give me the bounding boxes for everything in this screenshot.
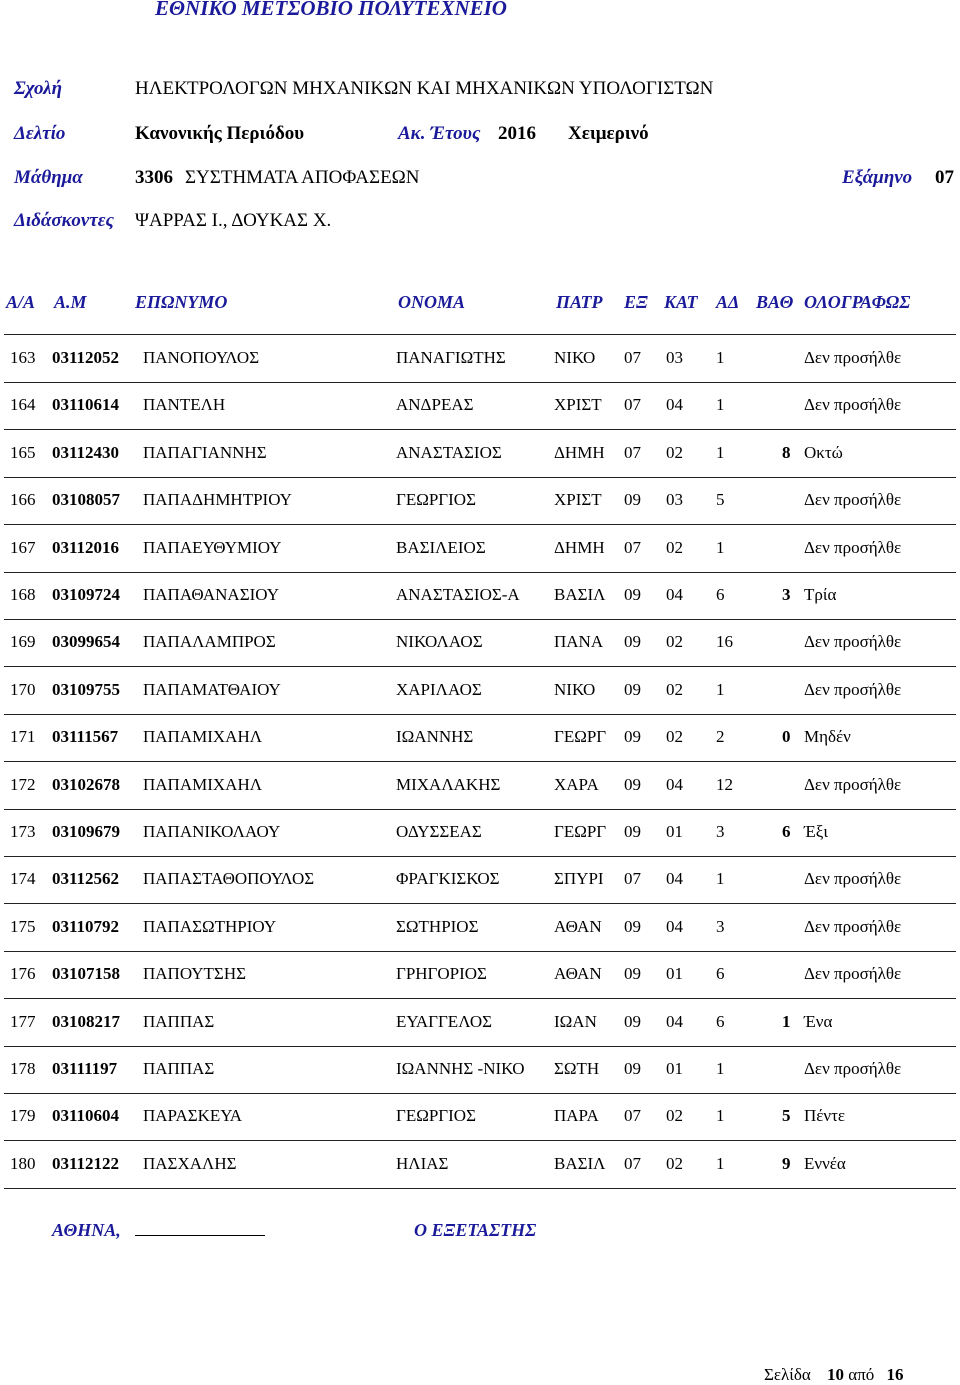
row-kat: 02 xyxy=(666,537,683,557)
row-ad: 16 xyxy=(716,632,733,652)
col-header-ad: ΑΔ xyxy=(716,292,740,312)
row-ex: 09 xyxy=(624,774,641,794)
row-aa: 178 xyxy=(10,1059,36,1078)
row-words: Δεν προσήλθε xyxy=(804,916,902,936)
row-name: ΠΑΝΑΓΙΩΤΗΣ xyxy=(396,348,506,367)
row-aa: 176 xyxy=(10,964,36,984)
row-aa: 168 xyxy=(10,585,36,604)
row-ex: 07 xyxy=(624,537,641,557)
row-ex: 07 xyxy=(624,1106,641,1126)
row-grade: 9 xyxy=(782,1153,791,1173)
row-surname: ΠΑΠΠΑΣ xyxy=(143,1011,215,1031)
row-am: 03102678 xyxy=(52,774,120,794)
row-ex: 07 xyxy=(624,1153,641,1173)
row-kat: 04 xyxy=(666,869,683,889)
row-divider xyxy=(4,382,956,383)
course-label: Μάθημα xyxy=(14,167,83,188)
row-name: ΝΙΚΟΛΑΟΣ xyxy=(396,632,483,652)
row-surname: ΠΑΠΟΥΤΣΗΣ xyxy=(143,964,246,984)
row-kat: 01 xyxy=(666,1059,683,1078)
row-am: 03111567 xyxy=(52,727,119,747)
row-aa: 163 xyxy=(10,348,36,367)
row-aa: 175 xyxy=(10,916,36,936)
row-ad: 1 xyxy=(716,1059,725,1078)
row-ad: 1 xyxy=(716,1153,725,1173)
row-patr: ΧΡΙΣΤ xyxy=(554,490,602,510)
row-words: Δεν προσήλθε xyxy=(804,964,902,984)
row-words: Μηδέν xyxy=(804,727,851,747)
row-am: 03112016 xyxy=(52,537,120,557)
row-am: 03099654 xyxy=(52,632,120,652)
row-kat: 02 xyxy=(666,727,683,747)
row-words: Δεν προσήλθε xyxy=(804,490,902,510)
row-name: ΑΝΑΣΤΑΣΙΟΣ-Α xyxy=(396,585,520,604)
instructors-value: ΨΑΡΡΑΣ Ι., ΔΟΥΚΑΣ Χ. xyxy=(135,210,332,231)
row-kat: 02 xyxy=(666,632,683,652)
school-value: ΗΛΕΚΤΡΟΛΟΓΩΝ ΜΗΧΑΝΙΚΩΝ ΚΑΙ ΜΗΧΑΝΙΚΩΝ ΥΠΟΛΟΓΙΣΤΩΝ xyxy=(135,78,714,99)
row-name: ΧΑΡΙΛΑΟΣ xyxy=(396,679,482,699)
row-kat: 03 xyxy=(666,348,683,367)
bulletin-value: Κανονικής Περιόδου xyxy=(135,123,305,144)
row-words: Δεν προσήλθε xyxy=(804,395,902,415)
row-name: ΟΔΥΣΣΕΑΣ xyxy=(396,822,482,841)
row-patr: ΒΑΣΙΛ xyxy=(554,1153,606,1173)
row-name: ΙΩΑΝΝΗΣ -ΝΙΚΟ xyxy=(396,1059,525,1078)
page-total: 16 xyxy=(886,1365,904,1384)
row-am: 03110604 xyxy=(52,1106,120,1126)
row-surname: ΠΑΠΑΜΑΤΘΑΙΟΥ xyxy=(143,679,281,699)
term-value: Χειμερινό xyxy=(568,123,649,144)
row-surname: ΠΑΠΑΔΗΜΗΤΡΙΟΥ xyxy=(143,490,292,510)
row-words: Έξι xyxy=(804,822,828,841)
row-am: 03108057 xyxy=(52,490,120,510)
row-ex: 07 xyxy=(624,442,641,462)
row-aa: 173 xyxy=(10,822,36,841)
row-am: 03111197 xyxy=(52,1059,118,1078)
row-patr: ΣΠΥΡΙ xyxy=(554,869,604,889)
row-name: ΓΡΗΓΟΡΙΟΣ xyxy=(396,964,487,984)
row-ad: 1 xyxy=(716,348,725,367)
row-patr: ΝΙΚΟ xyxy=(554,679,596,699)
col-header-am: Α.Μ xyxy=(54,292,87,312)
row-divider xyxy=(4,998,956,999)
row-am: 03110792 xyxy=(52,916,120,936)
row-aa: 179 xyxy=(10,1106,36,1126)
row-surname: ΠΑΠΑΛΑΜΠΡΟΣ xyxy=(143,632,276,652)
school-label: Σχολή xyxy=(14,78,63,99)
row-patr: ΠΑΝΑ xyxy=(554,632,604,652)
row-surname: ΠΑΠΑΘΑΝΑΣΙΟΥ xyxy=(143,585,279,604)
row-ex: 09 xyxy=(624,585,641,604)
row-am: 03112122 xyxy=(52,1153,120,1173)
academic-year-value: 2016 xyxy=(498,123,536,144)
row-surname: ΠΑΣΧΑΛΗΣ xyxy=(143,1153,237,1173)
row-surname: ΠΑΠΑΕΥΘΥΜΙΟΥ xyxy=(143,537,282,557)
row-kat: 02 xyxy=(666,442,683,462)
row-ad: 1 xyxy=(716,869,725,889)
row-surname: ΠΑΠΑΜΙΧΑΗΛ xyxy=(143,774,263,794)
row-ad: 1 xyxy=(716,395,725,415)
row-divider xyxy=(4,666,956,667)
row-kat: 01 xyxy=(666,964,683,984)
row-surname: ΠΑΝΟΠΟΥΛΟΣ xyxy=(143,348,260,367)
row-aa: 165 xyxy=(10,442,36,462)
row-kat: 02 xyxy=(666,1106,683,1126)
row-ad: 1 xyxy=(716,679,725,699)
row-divider xyxy=(4,1188,956,1189)
header-divider xyxy=(4,334,956,335)
row-name: ΒΑΣΙΛΕΙΟΣ xyxy=(396,537,486,557)
row-am: 03110614 xyxy=(52,395,120,415)
instructors-label: Διδάσκοντες xyxy=(14,210,115,231)
bulletin-label: Δελτίο xyxy=(14,123,66,144)
row-kat: 04 xyxy=(666,585,683,604)
row-patr: ΔΗΜΗ xyxy=(554,442,605,462)
row-kat: 04 xyxy=(666,395,683,415)
row-divider xyxy=(4,1140,956,1141)
institution-title: ΕΘΝΙΚΟ ΜΕΤΣΟΒΙΟ ΠΟΛΥΤΕΧΝΕΙΟ xyxy=(155,0,507,20)
row-divider xyxy=(4,429,956,430)
row-surname: ΠΑΠΑΣΤΑΘΟΠΟΥΛΟΣ xyxy=(143,869,315,889)
row-kat: 04 xyxy=(666,916,683,936)
row-divider xyxy=(4,856,956,857)
row-words: Δεν προσήλθε xyxy=(804,679,902,699)
row-surname: ΠΑΠΑΝΙΚΟΛΑΟΥ xyxy=(143,822,281,841)
row-ad: 5 xyxy=(716,490,725,510)
row-ad: 6 xyxy=(716,964,725,984)
footer-place xyxy=(52,1220,265,1241)
row-aa: 170 xyxy=(10,679,36,699)
row-ex: 09 xyxy=(624,1011,641,1031)
row-kat: 02 xyxy=(666,679,683,699)
row-kat: 03 xyxy=(666,490,683,510)
row-divider xyxy=(4,714,956,715)
row-ad: 1 xyxy=(716,1106,725,1126)
row-ad: 1 xyxy=(716,537,725,557)
row-ex: 09 xyxy=(624,679,641,699)
row-divider xyxy=(4,619,956,620)
col-header-bath: ΒΑΘ xyxy=(756,292,794,312)
row-ad: 3 xyxy=(716,916,725,936)
row-patr: ΙΩΑΝ xyxy=(554,1011,597,1031)
row-words: Δεν προσήλθε xyxy=(804,348,902,367)
row-am: 03109755 xyxy=(52,679,120,699)
row-patr: ΠΑΡΑ xyxy=(554,1106,599,1126)
row-divider xyxy=(4,903,956,904)
row-divider xyxy=(4,572,956,573)
row-kat: 04 xyxy=(666,774,683,794)
semester-label: Εξάμηνο xyxy=(842,167,913,188)
row-ad: 1 xyxy=(716,442,725,462)
row-name: ΑΝΔΡΕΑΣ xyxy=(396,395,474,415)
row-surname: ΠΑΝΤΕΛΗ xyxy=(143,395,226,415)
row-name: ΗΛΙΑΣ xyxy=(396,1153,449,1173)
row-am: 03109724 xyxy=(52,585,120,604)
row-ex: 09 xyxy=(624,1059,641,1078)
row-divider xyxy=(4,951,956,952)
row-patr: ΒΑΣΙΛ xyxy=(554,585,606,604)
row-aa: 180 xyxy=(10,1153,36,1173)
row-kat: 04 xyxy=(666,1011,683,1031)
row-name: ΜΙΧΑΛΑΚΗΣ xyxy=(396,774,501,794)
col-header-name: ΟΝΟΜΑ xyxy=(398,292,466,312)
row-words: Εννέα xyxy=(804,1153,846,1173)
row-patr: ΑΘΑΝ xyxy=(554,916,602,936)
row-aa: 172 xyxy=(10,774,36,794)
semester-value: 07 xyxy=(935,167,954,188)
row-name: ΓΕΩΡΓΙΟΣ xyxy=(396,1106,476,1126)
row-patr: ΝΙΚΟ xyxy=(554,348,596,367)
row-divider xyxy=(4,1093,956,1094)
row-aa: 171 xyxy=(10,727,36,747)
row-ex: 09 xyxy=(624,916,641,936)
row-words: Δεν προσήλθε xyxy=(804,774,902,794)
row-words: Δεν προσήλθε xyxy=(804,869,902,889)
row-words: Δεν προσήλθε xyxy=(804,537,902,557)
row-kat: 02 xyxy=(666,1153,683,1173)
row-aa: 164 xyxy=(10,395,36,415)
row-am: 03107158 xyxy=(52,964,120,984)
row-aa: 167 xyxy=(10,537,36,557)
academic-year-label: Ακ. Έτους xyxy=(398,123,481,144)
row-patr: ΓΕΩΡΓ xyxy=(554,727,607,747)
row-patr: ΧΡΙΣΤ xyxy=(554,395,602,415)
row-patr: ΣΩΤΗ xyxy=(554,1059,600,1078)
row-am: 03112052 xyxy=(52,348,120,367)
row-grade: 8 xyxy=(782,442,791,462)
row-ad: 6 xyxy=(716,585,725,604)
row-surname: ΠΑΠΑΜΙΧΑΗΛ xyxy=(143,727,263,747)
row-divider xyxy=(4,809,956,810)
row-patr: ΔΗΜΗ xyxy=(554,537,605,557)
page-of-label: από xyxy=(848,1365,875,1384)
row-am: 03109679 xyxy=(52,822,120,841)
col-header-kat: ΚΑΤ xyxy=(664,292,698,312)
row-divider xyxy=(4,477,956,478)
row-am: 03108217 xyxy=(52,1011,120,1031)
row-words: Πέντε xyxy=(804,1106,846,1126)
row-name: ΦΡΑΓΚΙΣΚΟΣ xyxy=(396,869,500,889)
row-grade: 1 xyxy=(782,1011,791,1031)
row-ex: 07 xyxy=(624,348,641,367)
row-am: 03112430 xyxy=(52,442,120,462)
place-label: ΑΘΗΝΑ, xyxy=(52,1220,121,1240)
row-grade: 3 xyxy=(782,585,791,604)
row-divider xyxy=(4,524,956,525)
row-divider xyxy=(4,761,956,762)
row-divider xyxy=(4,1046,956,1047)
col-header-surname: ΕΠΩΝΥΜΟ xyxy=(135,292,228,312)
row-words: Δεν προσήλθε xyxy=(804,632,902,652)
row-ex: 09 xyxy=(624,632,641,652)
row-name: ΙΩΑΝΝΗΣ xyxy=(396,727,474,747)
examiner-label: Ο ΕΞΕΤΑΣΤΗΣ xyxy=(414,1220,537,1240)
course-name: ΣΥΣΤΗΜΑΤΑ ΑΠΟΦΑΣΕΩΝ xyxy=(185,167,420,188)
row-am: 03112562 xyxy=(52,869,120,889)
row-ex: 09 xyxy=(624,964,641,984)
row-aa: 177 xyxy=(10,1011,36,1031)
row-patr: ΓΕΩΡΓ xyxy=(554,822,607,841)
row-aa: 166 xyxy=(10,490,36,510)
row-ad: 12 xyxy=(716,774,733,794)
row-aa: 174 xyxy=(10,869,36,889)
course-code: 3306 xyxy=(135,167,173,188)
row-grade: 5 xyxy=(782,1106,791,1126)
row-ad: 2 xyxy=(716,727,725,747)
row-kat: 01 xyxy=(666,822,683,841)
row-words: Τρία xyxy=(804,585,837,604)
row-ex: 07 xyxy=(624,869,641,889)
row-ex: 09 xyxy=(624,490,641,510)
row-name: ΕΥΑΓΓΕΛΟΣ xyxy=(396,1011,492,1031)
row-ex: 09 xyxy=(624,727,641,747)
row-name: ΓΕΩΡΓΙΟΣ xyxy=(396,490,476,510)
col-header-patr: ΠΑΤΡ xyxy=(556,292,603,312)
date-blank-line xyxy=(135,1221,265,1236)
col-header-words: ΟΛΟΓΡΑΦΩΣ xyxy=(804,292,911,312)
page-label: Σελίδα xyxy=(764,1365,811,1384)
row-ad: 6 xyxy=(716,1011,725,1031)
page-current: 10 xyxy=(827,1365,845,1384)
row-words: Ένα xyxy=(804,1011,833,1031)
row-ex: 07 xyxy=(624,395,641,415)
row-words: Οκτώ xyxy=(804,442,843,462)
row-surname: ΠΑΠΑΣΩΤΗΡΙΟΥ xyxy=(143,916,277,936)
row-patr: ΧΑΡΑ xyxy=(554,774,599,794)
row-ad: 3 xyxy=(716,822,725,841)
row-patr: ΑΘΑΝ xyxy=(554,964,602,984)
col-header-ex: ΕΞ xyxy=(624,292,648,312)
row-surname: ΠΑΡΑΣΚΕΥΑ xyxy=(143,1106,243,1126)
row-ex: 09 xyxy=(624,822,641,841)
row-surname: ΠΑΠΠΑΣ xyxy=(143,1059,215,1078)
row-aa: 169 xyxy=(10,632,36,652)
row-grade: 6 xyxy=(782,822,791,841)
row-words: Δεν προσήλθε xyxy=(804,1059,902,1078)
row-grade: 0 xyxy=(782,727,791,747)
row-surname: ΠΑΠΑΓΙΑΝΝΗΣ xyxy=(143,442,267,462)
page-indicator xyxy=(764,1365,904,1385)
row-name: ΑΝΑΣΤΑΣΙΟΣ xyxy=(396,442,502,462)
col-header-aa: Α/Α xyxy=(6,292,36,312)
row-name: ΣΩΤΗΡΙΟΣ xyxy=(396,916,479,936)
